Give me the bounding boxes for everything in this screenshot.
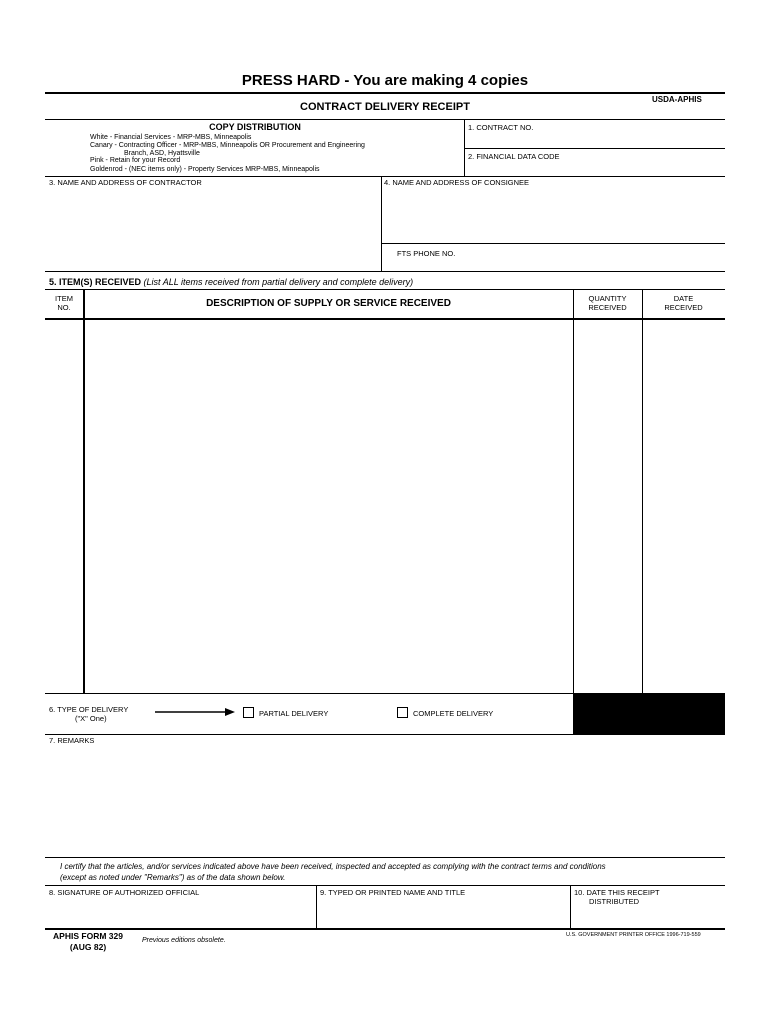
remarks-field[interactable]: 7. REMARKS xyxy=(49,736,95,745)
delivery-bottom-rule xyxy=(45,734,725,735)
title-rule xyxy=(45,119,725,120)
press-hard-banner: PRESS HARD - You are making 4 copies xyxy=(241,72,529,89)
form-title: CONTRACT DELIVERY RECEIPT xyxy=(300,101,470,113)
section-rule xyxy=(45,176,725,177)
col-item-label: NO. xyxy=(57,303,71,312)
header-rule xyxy=(45,92,725,94)
col-date-header xyxy=(642,294,725,312)
sig-divider xyxy=(316,885,317,928)
copy-distribution-line: Pink - Retain for your Record xyxy=(90,157,181,164)
copy-distribution-line: Branch, ASD, Hyattsville xyxy=(124,150,200,157)
col-quantity-label: RECEIVED xyxy=(588,303,627,312)
col-divider xyxy=(573,289,574,693)
agency-label: USDA-APHIS xyxy=(652,95,702,104)
partial-delivery-label: PARTIAL DELIVERY xyxy=(259,709,329,718)
blacked-out-area xyxy=(573,693,725,734)
copy-distribution-title: COPY DISTRIBUTION xyxy=(209,122,301,132)
col-quantity-header xyxy=(573,294,642,312)
items-heading-label: 5. ITEM(S) RECEIVED xyxy=(49,277,142,287)
contract-no-field[interactable]: 1. CONTRACT NO. xyxy=(468,123,534,132)
fts-phone-field[interactable]: FTS PHONE NO. xyxy=(397,249,456,258)
sig-divider xyxy=(570,885,571,928)
financial-data-code-field[interactable]: 2. FINANCIAL DATA CODE xyxy=(468,152,560,161)
col-date-label: RECEIVED xyxy=(664,303,703,312)
form-date-text: (AUG 82) xyxy=(69,942,107,952)
items-heading xyxy=(49,277,413,287)
delivery-type-hint: ("X" One) xyxy=(75,714,107,723)
col-divider xyxy=(642,289,643,693)
contractor-field[interactable]: 3. NAME AND ADDRESS OF CONTRACTOR xyxy=(49,178,202,187)
date-distributed-label: DISTRIBUTED xyxy=(589,897,640,906)
delivery-type-text: 6. TYPE OF DELIVERY xyxy=(49,705,129,714)
printed-name-field[interactable]: 9. TYPED OR PRINTED NAME AND TITLE xyxy=(320,888,466,897)
date-distributed-label: 10. DATE THIS RECEIPT xyxy=(574,888,660,897)
contractor-divider xyxy=(381,176,382,271)
complete-delivery-checkbox[interactable] xyxy=(397,707,408,718)
partial-delivery-checkbox[interactable] xyxy=(243,707,254,718)
certification-text xyxy=(60,861,606,883)
col-description-header: DESCRIPTION OF SUPPLY OR SERVICE RECEIVED xyxy=(206,298,451,309)
field-rule xyxy=(464,148,725,149)
arrow-right-icon xyxy=(155,707,235,717)
printer-note: U.S. GOVERNMENT PRINTER OFFICE 1996-719-559 xyxy=(566,932,701,938)
col-item-label: ITEM xyxy=(55,294,73,303)
fts-rule xyxy=(381,243,725,244)
certification-bottom-rule xyxy=(45,885,725,886)
items-header-top-rule xyxy=(45,289,725,290)
certification-line: I certify that the articles, and/or services indicated above have been received, inspected and accepted as complying with the contract terms and conditions xyxy=(60,862,606,871)
items-heading-note: (List ALL items received from partial delivery and complete delivery) xyxy=(143,277,414,287)
col-quantity-label: QUANTITY xyxy=(588,294,627,303)
footer-rule xyxy=(45,928,725,930)
signature-field[interactable]: 8. SIGNATURE OF AUTHORIZED OFFICIAL xyxy=(49,888,200,897)
delivery-type-label xyxy=(49,705,128,723)
date-distributed-field[interactable] xyxy=(574,888,660,906)
section-rule xyxy=(45,271,725,272)
remarks-bottom-rule xyxy=(45,857,725,858)
copy-distribution-line: Canary - Contracting Officer - MRP-MBS, Minneapolis OR Procurement and Engineering xyxy=(90,142,365,149)
col-date-label: DATE xyxy=(673,294,694,303)
items-table-body[interactable] xyxy=(85,320,573,693)
col-item-header xyxy=(45,294,83,312)
complete-delivery-label: COMPLETE DELIVERY xyxy=(413,709,494,718)
form-number xyxy=(49,931,127,953)
form-number-text: APHIS FORM 329 xyxy=(53,931,123,941)
copy-distribution-line: Goldenrod - (NEC items only) - Property Services MRP-MBS, Minneapolis xyxy=(90,166,320,173)
obsolete-note: Previous editions obsolete. xyxy=(142,937,226,944)
copy-distribution-line: White - Financial Services - MRP-MBS, Minneapolis xyxy=(90,134,252,141)
certification-line: (except as noted under "Remarks") as of the data shown below. xyxy=(60,873,286,882)
consignee-field[interactable]: 4. NAME AND ADDRESS OF CONSIGNEE xyxy=(384,178,530,187)
